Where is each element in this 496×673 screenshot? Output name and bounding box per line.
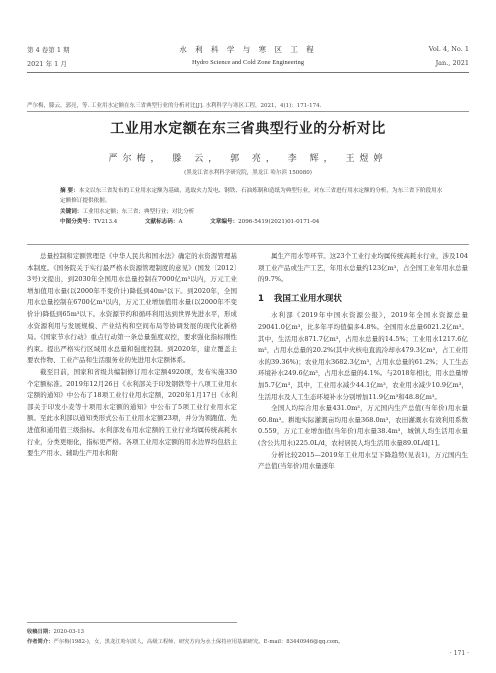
date-cn: 2021 年 1 月 — [27, 60, 67, 68]
journal-title-en: Hydro Science and Cold Zone Engineering — [191, 59, 305, 66]
left-column — [27, 251, 237, 460]
received-label: 收稿日期： — [27, 629, 54, 635]
abstract-rule — [27, 244, 469, 245]
paragraph: 分析比较2015—2019年工业用水呈下降趋势(见表1)，万元国内生产总值(当年价)用水量逐年 — [258, 450, 468, 471]
paragraph: 属生产用水等环节。这23个工业行业均属传统高耗水行业，涉及104项工业产品或生产工艺，年用水总量约123亿m³，占全国工业年用水总量的9.7%。 — [258, 252, 468, 284]
article-id-value: 2096-5419(2021)01-0171-04 — [238, 218, 320, 225]
abstract-text: 本文以东三省发布的工业用水定额为基础，选取火力发电、钢铁、石油炼制和造纸为典型行业，对东三省进行用水定额的分析，为东三省下阶段用水定额修订提供依据。 — [60, 188, 443, 205]
paragraph: 总量控制和定额管理是《中华人民共和国水法》确定的水资源管理基本制度。《国务院关于实行最严格水资源管理制度的意见》(国发〔2012〕3号)文提出，到2030年全国用水总量控制在7000亿m³以内，万元工业增加值用水量(以2000年不变价计)降低到40m³以下。到2020年，全国用水总量控制在6700亿m³以内，万元工业增加值用水量(以2000年不变价计)降低到65m³以下。水资源节约和循环利用达到世界先进水平，形成水资源利用与发展规模、产业结构和空间布局等协调发展的现代化新格局。《国家节水行动》重点行动第一条总量强度双控，要求强化指标刚性约束。提出严格实行区域用水总量和强度控制。到2020年，建立覆盖主要农作物、工业产品和生活服务业的先进用水定额体系。 — [27, 252, 237, 365]
page-number: · 171 · — [449, 650, 469, 657]
doc-code-value: A — [178, 218, 183, 225]
abstract-label: 摘 要： — [60, 188, 79, 194]
keywords-label: 关键词： — [60, 208, 83, 215]
volume-en: Vol. 4, No. 1 — [428, 45, 469, 53]
author-bio — [27, 637, 469, 645]
section-title: 我国工业用水现状 — [273, 293, 342, 304]
paper-title: 工业用水定额在东三省典型行业的分析对比 — [110, 121, 386, 137]
received-date — [27, 627, 469, 635]
section-heading — [258, 294, 468, 306]
keywords — [60, 207, 444, 217]
right-column — [258, 251, 468, 473]
journal-title-cn: 水 利 科 学 与 寒 区 工 程 — [179, 45, 317, 54]
article-id-label: 文章编号： — [210, 218, 239, 225]
abstract-block — [60, 186, 444, 227]
bio-text: 严尔梅(1982-)，女，黑龙江哈尔滨人，高级工程师，研究方向为水土保持应用基础研究。E-mail：83440946@qq.com。 — [53, 639, 344, 645]
date-en: Jan., 2021 — [435, 59, 469, 67]
author-list: 严尔梅， 滕 云， 郭 亮， 李 辉， 王煜婷 — [108, 154, 388, 164]
clc-label: 中图分类号： — [60, 218, 94, 225]
keywords-text: 工业用水定额；东三省；典型行业；对比分析 — [82, 208, 195, 215]
issue-cn: 第 4 卷第 1 期 — [27, 46, 70, 54]
paragraph: 截至目前，国家和省级共编制修订用水定额4920项，发布实施330个定额标准。2019年12月26日《水利部关于印发钢铁等十八项工业用水定额的通知》中公布了18项工业行业用水定额，2020年1月17日《水利部关于印发小麦等十项用水定额的通知》中公布了5项工业行业用水定额。至此水利部以通知类形式公布工业用水定额23项，并分为领跑值、先进值和通用值三级指标。水利部发布用水定额的工业行业均属传统高耗水行业，分类更细化，指标更严格。各项工业用水定额的用水边界均包括主要生产用水、辅助生产用水和附 — [27, 367, 237, 458]
header-rule — [27, 72, 469, 73]
citation-rule — [27, 111, 469, 112]
section-number: 1 — [258, 293, 264, 304]
doc-code-label: 文献标志码： — [144, 218, 179, 225]
citation-line: 严尔梅，滕云，郭亮，等. 工业用水定额在东三省典型行业的分析对比[J]. 水利科学与寒区工程，2021，4(1)：171-174. — [27, 103, 322, 109]
received-value: 2020-03-13 — [53, 629, 85, 635]
paragraph: 全国人均综合用水量431.0m³，万元国内生产总值(当年价)用水量60.8m³。耕地实际灌溉亩均用水量368.0m³，农田灌溉水有效利用系数0.559，万元工业增加值(当年价)用水量38.4m³，城镇人均生活用水量(含公共用水)225.0L/d，农村居民人均生活用水量89.0L/d[1]。 — [258, 404, 468, 447]
affiliation: (黑龙江省水利科学研究院，黑龙江 哈尔滨 150080) — [184, 170, 312, 176]
clc-value: TV213.4 — [93, 218, 118, 225]
footnote-rule — [27, 622, 237, 623]
abstract — [60, 186, 444, 207]
paragraph: 水利部《2019年中国水资源公报》，2019年全国水资源总量29041.0亿m³，比多年平均值偏多4.8%。全国用水总量6021.2亿m³。其中，生活用水871.7亿m³，占用水总量的14.5%；工业用水1217.6亿m³，占用水总量的20.2%(其中火核电直流冷却水479.3亿m³，占工业用水的39.36%)；农业用水3682.3亿m³，占用水总量的61.2%；人工生态环境补水249.6亿m³，占用水总量的4.1%。与2018年相比，用水总量增加5.7亿m³，其中，工业用水减少44.1亿m³，农业用水减少10.9亿m³，生活用水及人工生态环境补水分别增加11.9亿m³和48.8亿m³。 — [258, 311, 468, 401]
classification-line — [60, 217, 444, 227]
bio-label: 作者简介： — [27, 639, 54, 645]
